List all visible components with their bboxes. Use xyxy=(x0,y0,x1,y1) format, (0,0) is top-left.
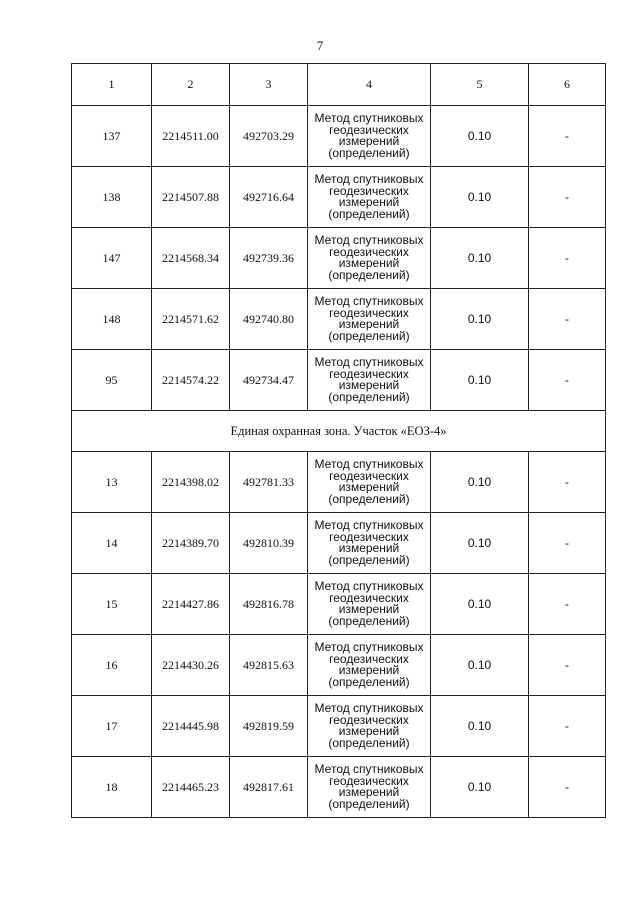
point-number-cell: 138 xyxy=(72,167,152,228)
y-coordinate-cell: 492703.29 xyxy=(230,106,308,167)
method-cell xyxy=(308,574,431,635)
accuracy-cell: 0.10 xyxy=(431,696,529,757)
point-number-cell: 137 xyxy=(72,106,152,167)
table-row xyxy=(72,574,606,635)
x-coordinate-cell: 2214398.02 xyxy=(152,452,230,513)
y-coordinate-cell: 492819.59 xyxy=(230,696,308,757)
method-text-line: геодезических xyxy=(329,183,409,198)
table-row xyxy=(72,106,606,167)
column-header-3: 3 xyxy=(230,64,308,106)
table-row xyxy=(72,167,606,228)
method-text-line: геодезических xyxy=(329,590,409,605)
x-coordinate-cell: 2214574.22 xyxy=(152,350,230,411)
method-cell xyxy=(308,350,431,411)
table-row xyxy=(72,513,606,574)
y-coordinate-cell: 492781.33 xyxy=(230,452,308,513)
y-coordinate-cell: 492810.39 xyxy=(230,513,308,574)
method-cell xyxy=(308,696,431,757)
method-text-line: (определений) xyxy=(328,735,410,750)
accuracy-cell: 0.10 xyxy=(431,635,529,696)
method-text-line: измерений xyxy=(338,602,400,616)
table-row xyxy=(72,350,606,411)
note-cell: - xyxy=(529,452,606,513)
method-text-line: (определений) xyxy=(328,389,410,404)
method-text-line: Метод спутниковых xyxy=(314,640,424,654)
point-number-cell: 15 xyxy=(72,574,152,635)
y-coordinate-cell: 492816.78 xyxy=(230,574,308,635)
method-text-line: измерений xyxy=(338,663,400,677)
point-number-cell: 147 xyxy=(72,228,152,289)
method-text-line: измерений xyxy=(338,480,400,494)
y-coordinate-cell: 492740.80 xyxy=(230,289,308,350)
header-row xyxy=(72,64,606,106)
method-text-line: геодезических xyxy=(329,366,409,381)
coordinates-table-body xyxy=(72,64,606,818)
accuracy-cell: 0.10 xyxy=(431,574,529,635)
method-text-line: измерений xyxy=(338,256,400,270)
x-coordinate-cell: 2214571.62 xyxy=(152,289,230,350)
x-coordinate-cell: 2214430.26 xyxy=(152,635,230,696)
method-text-line: (определений) xyxy=(328,613,410,628)
coordinates-table xyxy=(71,63,606,818)
method-text-line: геодезических xyxy=(329,468,409,483)
accuracy-cell: 0.10 xyxy=(431,513,529,574)
method-text-line: геодезических xyxy=(329,712,409,727)
method-text-line: Метод спутниковых xyxy=(314,294,424,308)
method-text-line: геодезических xyxy=(329,122,409,137)
y-coordinate-cell: 492815.63 xyxy=(230,635,308,696)
point-number-cell: 17 xyxy=(72,696,152,757)
note-cell: - xyxy=(529,513,606,574)
note-cell: - xyxy=(529,635,606,696)
method-text-line: Метод спутниковых xyxy=(314,111,424,125)
point-number-cell: 18 xyxy=(72,757,152,818)
method-text-line: Метод спутниковых xyxy=(314,457,424,471)
x-coordinate-cell: 2214465.23 xyxy=(152,757,230,818)
method-text-line: измерений xyxy=(338,541,400,555)
x-coordinate-cell: 2214445.98 xyxy=(152,696,230,757)
accuracy-cell: 0.10 xyxy=(431,228,529,289)
x-coordinate-cell: 2214389.70 xyxy=(152,513,230,574)
accuracy-cell: 0.10 xyxy=(431,106,529,167)
method-cell xyxy=(308,228,431,289)
section-row xyxy=(72,411,606,452)
method-cell xyxy=(308,635,431,696)
note-cell: - xyxy=(529,350,606,411)
method-text-line: Метод спутниковых xyxy=(314,172,424,186)
point-number-cell: 16 xyxy=(72,635,152,696)
method-text-line: (определений) xyxy=(328,145,410,160)
method-text-line: Метод спутниковых xyxy=(314,233,424,247)
method-cell xyxy=(308,289,431,350)
y-coordinate-cell: 492739.36 xyxy=(230,228,308,289)
method-text-line: (определений) xyxy=(328,796,410,811)
y-coordinate-cell: 492734.47 xyxy=(230,350,308,411)
note-cell: - xyxy=(529,228,606,289)
x-coordinate-cell: 2214568.34 xyxy=(152,228,230,289)
method-text-line: геодезических xyxy=(329,651,409,666)
method-cell xyxy=(308,167,431,228)
method-cell xyxy=(308,757,431,818)
accuracy-cell: 0.10 xyxy=(431,452,529,513)
note-cell: - xyxy=(529,696,606,757)
x-coordinate-cell: 2214507.88 xyxy=(152,167,230,228)
column-header-4: 4 xyxy=(308,64,431,106)
method-text-line: Метод спутниковых xyxy=(314,579,424,593)
x-coordinate-cell: 2214427.86 xyxy=(152,574,230,635)
y-coordinate-cell: 492817.61 xyxy=(230,757,308,818)
method-text-line: измерений xyxy=(338,195,400,209)
column-header-5: 5 xyxy=(431,64,529,106)
point-number-cell: 14 xyxy=(72,513,152,574)
method-text-line: (определений) xyxy=(328,674,410,689)
point-number-cell: 95 xyxy=(72,350,152,411)
table-row xyxy=(72,452,606,513)
accuracy-cell: 0.10 xyxy=(431,167,529,228)
table-row xyxy=(72,228,606,289)
method-text-line: геодезических xyxy=(329,244,409,259)
method-text-line: (определений) xyxy=(328,328,410,343)
note-cell: - xyxy=(529,289,606,350)
note-cell: - xyxy=(529,757,606,818)
accuracy-cell: 0.10 xyxy=(431,350,529,411)
note-cell: - xyxy=(529,106,606,167)
y-coordinate-cell: 492716.64 xyxy=(230,167,308,228)
method-text-line: Метод спутниковых xyxy=(314,701,424,715)
method-cell xyxy=(308,452,431,513)
method-text-line: (определений) xyxy=(328,206,410,221)
section-title: Единая охранная зона. Участок «ЕОЗ-4» xyxy=(72,411,606,452)
method-text-line: измерений xyxy=(338,134,400,148)
point-number-cell: 148 xyxy=(72,289,152,350)
note-cell: - xyxy=(529,167,606,228)
method-text-line: (определений) xyxy=(328,491,410,506)
method-text-line: измерений xyxy=(338,785,400,799)
note-cell: - xyxy=(529,574,606,635)
method-text-line: (определений) xyxy=(328,267,410,282)
method-text-line: геодезических xyxy=(329,305,409,320)
table-row xyxy=(72,289,606,350)
method-text-line: измерений xyxy=(338,724,400,738)
accuracy-cell: 0.10 xyxy=(431,289,529,350)
method-text-line: (определений) xyxy=(328,552,410,567)
method-text-line: геодезических xyxy=(329,529,409,544)
column-header-1: 1 xyxy=(72,64,152,106)
x-coordinate-cell: 2214511.00 xyxy=(152,106,230,167)
method-text-line: измерений xyxy=(338,378,400,392)
method-cell xyxy=(308,513,431,574)
method-text-line: Метод спутниковых xyxy=(314,762,424,776)
point-number-cell: 13 xyxy=(72,452,152,513)
table-row xyxy=(72,757,606,818)
column-header-2: 2 xyxy=(152,64,230,106)
method-text-line: Метод спутниковых xyxy=(314,355,424,369)
page-number: 7 xyxy=(316,38,324,53)
table-row xyxy=(72,635,606,696)
table-row xyxy=(72,696,606,757)
method-text-line: измерений xyxy=(338,317,400,331)
column-header-6: 6 xyxy=(529,64,606,106)
method-text-line: геодезических xyxy=(329,773,409,788)
method-text-line: Метод спутниковых xyxy=(314,518,424,532)
accuracy-cell: 0.10 xyxy=(431,757,529,818)
method-cell xyxy=(308,106,431,167)
